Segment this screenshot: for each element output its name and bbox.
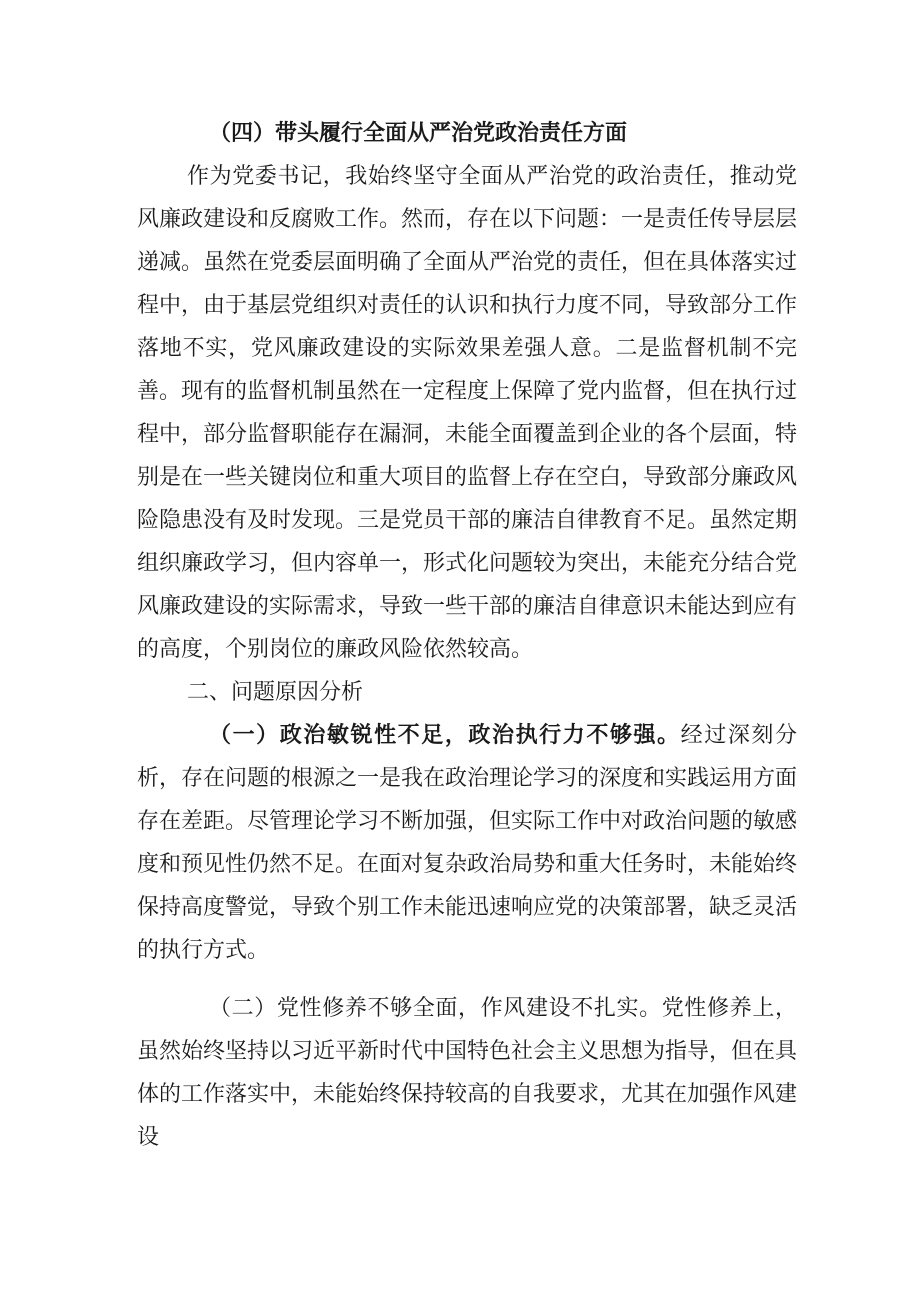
cause-2-paragraph: [137, 987, 797, 1159]
cause-2-title: （二）党性修养不够全面，作风建设不扎实。: [209, 996, 662, 1021]
cause-1-title: （一）政治敏锐性不足，政治执行力不够强。: [209, 722, 681, 748]
section-4-heading: （四）带头履行全面从严治党政治责任方面: [209, 120, 628, 146]
cause-1-body: 经过深刻分析，存在问题的根源之一是我在政治理论学习的深度和实践运用方面存在差距。尽管理论学习不断加强，但实际工作中对政治问题的敏感度和预见性仍然不足。在面对复杂政治局势和重大任务时，未能始终保持高度警觉，导致个别工作未能迅速响应党的决策部署，缺乏灵活的执行方式。: [137, 723, 798, 963]
cause-2-body: 党性修养上，虽然始终坚持以习近平新时代中国特色社会主义思想为指导，但在具体的工作落实中，未能始终保持较高的自我要求，尤其在加强作风建设: [137, 996, 798, 1150]
part-2-heading: 二、问题原因分析: [187, 680, 364, 705]
document-body: [137, 112, 797, 1159]
cause-1-paragraph: [137, 714, 797, 972]
section-4-paragraph: 作为党委书记，我始终坚守全面从严治党的政治责任，推动党风廉政建设和反腐败工作。然而，存在以下问题：一是责任传导层层递减。虽然在党委层面明确了全面从严治党的责任，但在具体落实过程中，由于基层党组织对责任的认识和执行力度不同，导致部分工作落地不实，党风廉政建设的实际效果差强人意。二是监督机制不完善。现有的监督机制虽然在一定程度上保障了党内监督，但在执行过程中，部分监督职能存在漏洞，未能全面覆盖到企业的各个层面，特别是在一些关键岗位和重大项目的监督上存在空白，导致部分廉政风险隐患没有及时发现。三是党员干部的廉洁自律教育不足。虽然定期组织廉政学习，但内容单一，形式化问题较为突出，未能充分结合党风廉政建设的实际需求，导致一些干部的廉洁自律意识未能达到应有的高度，个别岗位的廉政风险依然较高。: [137, 164, 798, 662]
